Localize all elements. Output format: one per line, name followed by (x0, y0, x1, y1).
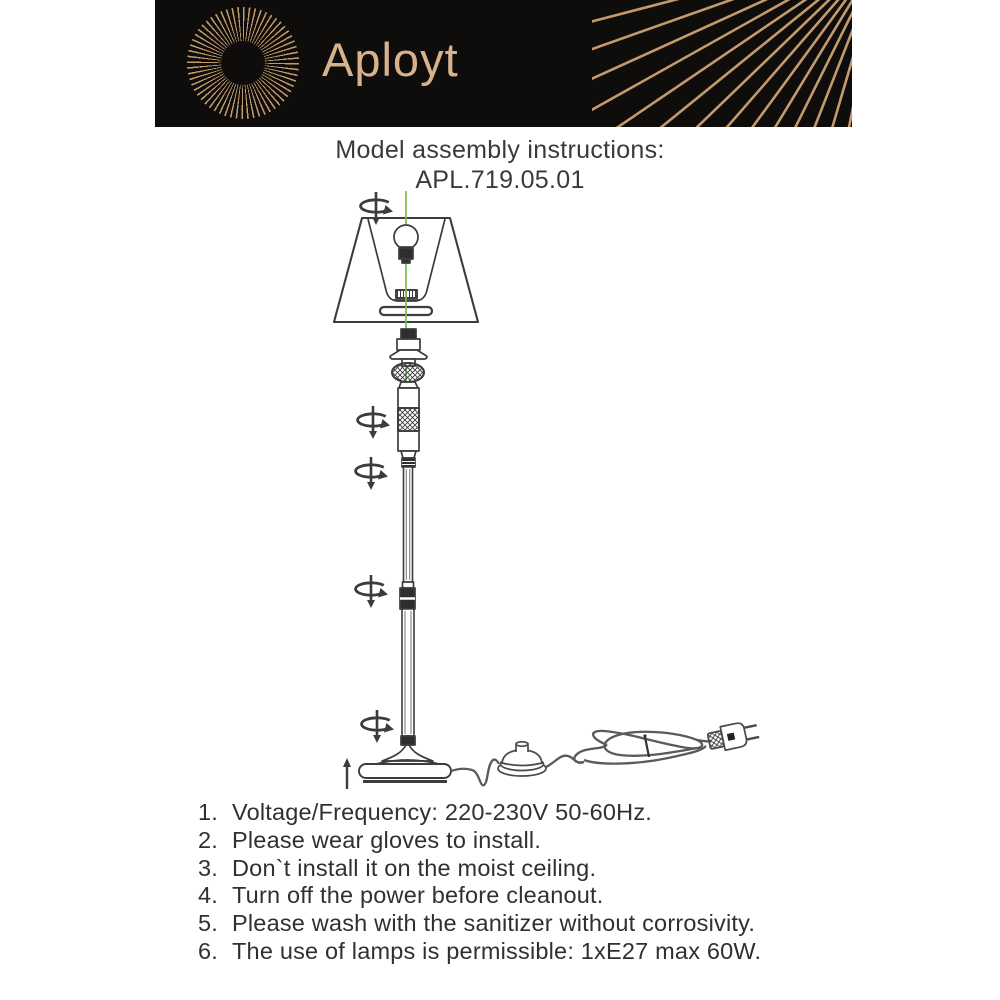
item-number: 5. (198, 910, 218, 937)
item-text: Please wash with the sanitizer without corrosivity. (232, 910, 756, 937)
item-number: 6. (198, 937, 218, 964)
item-number: 1. (198, 799, 218, 825)
page-title: Model assembly instructions: (335, 136, 665, 164)
instruction-item (198, 910, 761, 938)
item-text: The use of lamps is permissible: 1xE27 max 60W. (232, 937, 762, 964)
item-text: Please wear gloves to install. (232, 826, 542, 853)
insert-arrow-icon (343, 758, 351, 789)
socket-assembly (390, 329, 427, 467)
power-cord (451, 731, 711, 785)
cord-coil (574, 731, 711, 764)
instructions-list (198, 799, 761, 966)
power-plug (707, 719, 761, 753)
item-number: 2. (198, 826, 218, 853)
item-number: 4. (198, 882, 218, 909)
instruction-item (198, 882, 761, 910)
model-number: APL.719.05.01 (415, 166, 585, 194)
brand-name: Aployt (322, 33, 459, 86)
instruction-item (198, 938, 761, 966)
rotation-arrow-icon (362, 710, 394, 743)
lamp-base (359, 736, 451, 782)
item-text: Turn off the power before cleanout. (232, 882, 604, 909)
upper-rod (404, 467, 413, 582)
foot-switch (498, 742, 546, 776)
instruction-item (198, 827, 761, 855)
pole-connector (400, 582, 415, 609)
item-number: 3. (198, 854, 218, 881)
item-text: Voltage/Frequency: 220-230V 50-60Hz. (232, 799, 653, 825)
instruction-item (198, 855, 761, 883)
item-text: Don`t install it on the moist ceiling. (232, 854, 597, 881)
instruction-item (198, 799, 761, 827)
lower-pole (402, 609, 414, 736)
rotation-arrow-icon (356, 575, 388, 608)
rotation-arrow-icon (356, 457, 388, 490)
rotation-arrow-icon (358, 406, 390, 439)
